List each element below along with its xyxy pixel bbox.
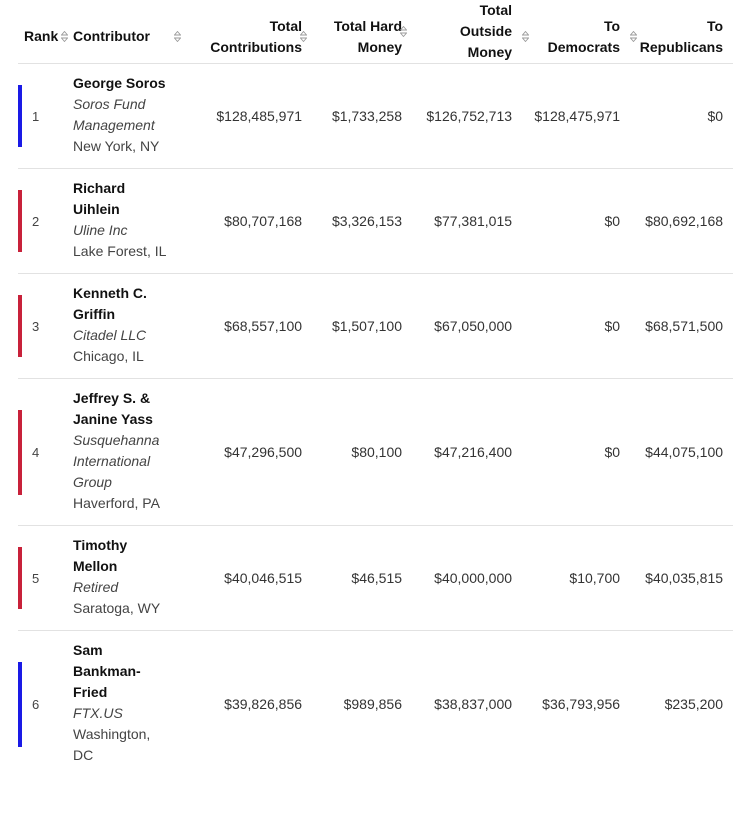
total-contributions-cell: $128,485,971 (216, 108, 303, 124)
header-total-contributions[interactable] (191, 0, 312, 64)
contributor-loc-line: Haverford, PA (73, 495, 160, 511)
total-hard-money-cell: $1,507,100 (331, 318, 403, 334)
to-republicans-cell: $235,200 (664, 696, 724, 712)
total-contributions-cell: $39,826,856 (224, 696, 303, 712)
party-bar-cell (18, 274, 32, 379)
total-outside-money-cell: $126,752,713 (426, 108, 513, 124)
total-outside-money-cell: $38,837,000 (434, 696, 513, 712)
contributor-loc-line: Lake Forest, IL (73, 243, 167, 259)
contributor-name-line: Uihlein (73, 201, 120, 217)
total-contributions-cell: $47,296,500 (224, 444, 303, 460)
sort-icon[interactable] (61, 31, 68, 42)
total-contributions-cell: $40,046,515 (224, 570, 303, 586)
contributor-name-line: Jeffrey S. & (73, 390, 151, 406)
contributor-name-line: George Soros (73, 75, 166, 91)
header-to-democrats[interactable] (522, 0, 630, 64)
contributor-loc-line: Washington, (73, 726, 151, 742)
table-body (18, 64, 733, 778)
header-outside-label: Total Outside Money (459, 2, 513, 60)
to-democrats-cell: $128,475,971 (534, 108, 621, 124)
contributor-name-line: Janine Yass (73, 411, 153, 427)
contributor-name-line: Kenneth C. (73, 285, 147, 301)
header-contributor-label: Contributor (73, 28, 150, 44)
total-hard-money-cell: $989,856 (343, 696, 403, 712)
contributor-cell (73, 379, 191, 526)
contributor-org-line: Citadel LLC (73, 327, 147, 343)
rank-cell: 1 (32, 108, 40, 124)
table-row[interactable] (18, 379, 733, 526)
rank-cell: 2 (32, 213, 40, 229)
to-republicans-cell: $0 (707, 108, 724, 124)
header-total-outside-money[interactable] (412, 0, 522, 64)
contributor-name-line: Bankman- (73, 663, 141, 679)
party-indicator-bar (18, 295, 22, 357)
contributor-name-line: Timothy (73, 537, 128, 553)
total-hard-money-cell: $46,515 (351, 570, 403, 586)
total-hard-money-cell: $3,326,153 (331, 213, 403, 229)
table-row[interactable] (18, 169, 733, 274)
header-hard-label: Total Hard Money (333, 17, 403, 55)
contributor-loc-line: New York, NY (73, 138, 160, 154)
total-outside-money-cell: $40,000,000 (434, 570, 513, 586)
contributor-cell (73, 631, 191, 778)
contributor-org-line: Group (73, 474, 112, 490)
total-outside-money-cell: $47,216,400 (434, 444, 513, 460)
total-contributions-cell: $80,707,168 (224, 213, 303, 229)
to-democrats-cell: $0 (604, 444, 621, 460)
table-row[interactable] (18, 274, 733, 379)
party-bar-cell (18, 64, 32, 169)
sort-icon[interactable] (630, 31, 637, 42)
sort-icon[interactable] (400, 26, 407, 37)
contributor-cell (73, 64, 191, 169)
sort-icon[interactable] (522, 31, 529, 42)
party-bar-cell (18, 169, 32, 274)
contributor-org-line: Uline Inc (73, 222, 128, 238)
contributor-cell (73, 274, 191, 379)
header-dem-label: To Democrats (547, 17, 621, 55)
party-bar-cell (18, 379, 32, 526)
to-democrats-cell: $0 (604, 213, 621, 229)
to-democrats-cell: $36,793,956 (542, 696, 621, 712)
contributor-name-line: Fried (73, 684, 108, 700)
contributor-org-line: Susquehanna (73, 432, 160, 448)
contributor-name-line: Griffin (73, 306, 116, 322)
table-row[interactable] (18, 526, 733, 631)
rank-cell: 5 (32, 570, 40, 586)
rank-cell: 3 (32, 318, 40, 334)
sort-icon[interactable] (300, 31, 307, 42)
contributors-table (18, 0, 733, 777)
header-to-republicans[interactable] (630, 0, 733, 64)
to-republicans-cell: $68,571,500 (645, 318, 724, 334)
header-rank[interactable] (18, 0, 73, 64)
to-republicans-cell: $40,035,815 (645, 570, 724, 586)
contributor-loc-line: Chicago, IL (73, 348, 144, 364)
to-republicans-cell: $80,692,168 (645, 213, 724, 229)
total-outside-money-cell: $77,381,015 (434, 213, 513, 229)
total-outside-money-cell: $67,050,000 (434, 318, 513, 334)
contributor-name-line: Mellon (73, 558, 118, 574)
contributor-cell (73, 169, 191, 274)
contributor-org-line: International (73, 453, 151, 469)
contributor-loc-line: Saratoga, WY (73, 600, 161, 616)
table-row[interactable] (18, 631, 733, 778)
contributor-loc-line: DC (73, 747, 94, 763)
table-row[interactable] (18, 64, 733, 169)
party-bar-cell (18, 631, 32, 778)
contributor-org-line: Management (73, 117, 155, 133)
party-bar-cell (18, 526, 32, 631)
party-indicator-bar (18, 85, 22, 147)
to-republicans-cell: $44,075,100 (645, 444, 724, 460)
rank-cell: 6 (32, 696, 40, 712)
contributor-name-line: Richard (73, 180, 126, 196)
contributor-org-line: FTX.US (73, 705, 123, 721)
header-total-hard-money[interactable] (312, 0, 412, 64)
to-democrats-cell: $10,700 (569, 570, 621, 586)
rank-cell: 4 (32, 444, 40, 460)
header-rep-label: To Republicans (639, 17, 724, 55)
sort-icon[interactable] (174, 31, 181, 42)
party-indicator-bar (18, 662, 22, 747)
party-indicator-bar (18, 190, 22, 252)
party-indicator-bar (18, 410, 22, 495)
table-header-row (18, 0, 733, 64)
to-democrats-cell: $0 (604, 318, 621, 334)
header-total-label: Total Contributions (210, 17, 303, 55)
total-hard-money-cell: $1,733,258 (331, 108, 403, 124)
contributor-org-line: Soros Fund (73, 96, 146, 112)
header-rank-label: Rank (24, 28, 59, 44)
total-contributions-cell: $68,557,100 (224, 318, 303, 334)
total-hard-money-cell: $80,100 (351, 444, 403, 460)
party-indicator-bar (18, 547, 22, 609)
contributor-name-line: Sam (73, 642, 103, 658)
header-contributor[interactable] (73, 0, 191, 64)
contributor-org-line: Retired (73, 579, 119, 595)
contributor-cell (73, 526, 191, 631)
